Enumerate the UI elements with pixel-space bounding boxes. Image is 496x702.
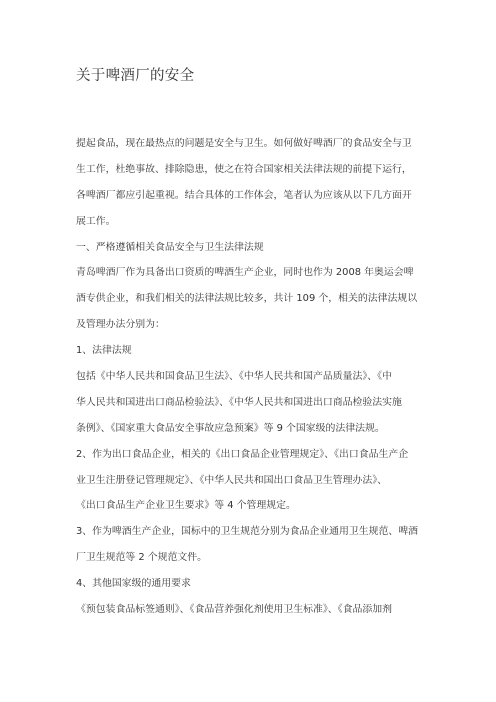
body-line: 3、作为啤酒生产企业，国标中的卫生规范分别为食品企业通用卫生规范、啤酒 <box>76 526 419 538</box>
body-line: 厂卫生规范等 2 个规范文件。 <box>76 552 208 564</box>
document-body <box>76 131 424 623</box>
body-line: 条例》、《国家重大食品安全事故应急预案》等 9 个国家级的法律法规。 <box>76 422 385 434</box>
body-line: 提起食品，现在最热点的问题是安全与卫生。如何做好啤酒厂的食品安全与卫 <box>76 138 412 149</box>
body-line: 2、作为出口食品企业，相关的《出口食品企业管理规定》、《出口食品生产企 <box>76 448 409 460</box>
document-title: 关于啤酒厂的安全 <box>76 68 195 84</box>
subsection-heading: 1、法律法规 <box>76 345 132 357</box>
body-line: 《出口食品生产企业卫生要求》等 4 个管理规定。 <box>76 500 296 512</box>
body-line: 包括《中华人民共和国食品卫生法》、《中华人民共和国产品质量法》、《中 <box>76 371 392 383</box>
section-heading: 一、严格遵循相关食品安全与卫生法律法规 <box>76 241 264 253</box>
body-line: 生工作，杜绝事故、排除隐患，使之在符合国家相关法律法规的前提下运行， <box>76 163 412 175</box>
body-line: 《预包装食品标签通则》、《食品营养强化剂使用卫生标准》、《食品添加剂 <box>76 604 392 616</box>
body-line: 酒专供企业，和我们相关的法律法规比较多，共计 109 个，相关的法律法规以 <box>76 293 418 305</box>
subsection-heading: 4、其他国家级的通用要求 <box>76 578 191 590</box>
body-line: 业卫生注册登记管理规定》、《中华人民共和国出口食品卫生管理办法》、 <box>76 474 388 486</box>
body-line: 各啤酒厂都应引起重视。结合具体的工作体会，笔者认为应该从以下几方面开 <box>76 189 412 201</box>
body-line: 青岛啤酒厂作为具备出口资质的啤酒生产企业，同时也作为 2008 年奥运会啤 <box>76 267 414 279</box>
body-line: 展工作。 <box>76 215 116 227</box>
body-line: 及管理办法分别为： <box>76 319 165 331</box>
body-line: 华人民共和国进出口商品检验法》、《中华人民共和国进出口商品检验法实施 <box>76 396 402 408</box>
